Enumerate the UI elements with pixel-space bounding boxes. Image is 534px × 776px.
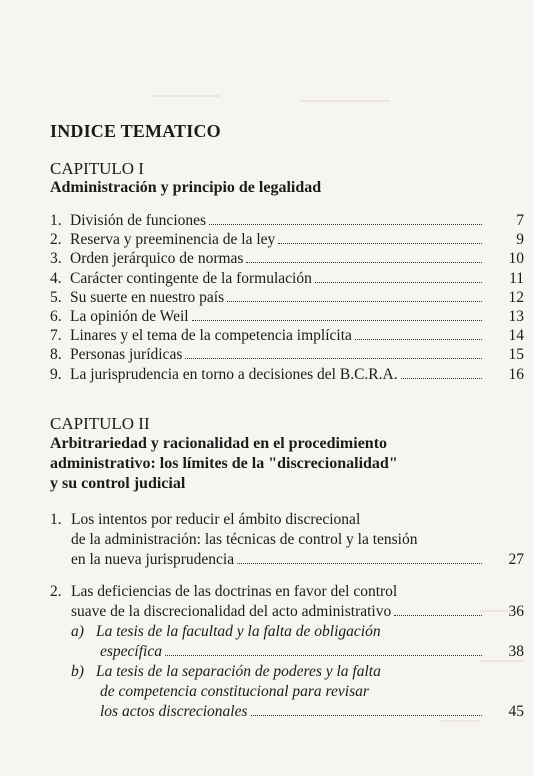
entry-page: 14 [508, 327, 524, 345]
toc-entry[interactable] [50, 346, 524, 365]
dot-leader [185, 358, 482, 359]
chapter2-entry-2[interactable] [50, 582, 524, 722]
toc-entry[interactable] [50, 250, 524, 269]
entry-number: 4. [50, 269, 62, 287]
toc-entry[interactable] [50, 270, 524, 289]
entry-text: La opinión de Weil [70, 307, 189, 325]
entry-page: 45 [508, 703, 524, 720]
entry-page: 38 [508, 643, 524, 660]
entry-text-line: Las deficiencias de las doctrinas en favor del control [71, 583, 398, 600]
subentry-text-line: La tesis de la separación de poderes y la falta [96, 663, 381, 680]
dot-leader [401, 378, 482, 379]
dot-leader [209, 224, 482, 225]
entry-number: 1. [50, 212, 62, 229]
chapter2-title-line: administrativo: los límites de la "discrecionalidad" [50, 455, 398, 472]
subentry-text-line: específica [100, 643, 162, 660]
entry-page: 16 [508, 365, 524, 383]
chapter1-title: Administración y principio de legalidad [50, 179, 322, 196]
toc-entry[interactable] [50, 231, 524, 250]
chapter2-entry-1[interactable] [50, 510, 524, 570]
entry-page: 9 [516, 231, 524, 249]
entry-text: División de funciones [70, 212, 207, 229]
entry-number: 9. [50, 365, 62, 383]
dot-leader [165, 655, 482, 656]
toc-entry[interactable] [50, 212, 524, 231]
entry-page: 13 [508, 307, 524, 325]
toc-entry[interactable] [50, 366, 524, 385]
entry-number: 2. [50, 583, 62, 600]
entry-number: 6. [50, 307, 62, 325]
chapter2-title-line: Arbitrariedad y racionalidad en el procedimiento [50, 435, 388, 452]
subentry-a-cont [50, 642, 524, 662]
chapter2-title-line: y su control judicial [50, 475, 186, 492]
entry-page: 36 [508, 603, 524, 620]
entry-text-line: de la administración: las técnicas de control y la tensión [71, 531, 418, 548]
subentry-text-line: los actos discrecionales [100, 703, 248, 720]
entry-number: 1. [50, 511, 62, 528]
entry-page: 27 [508, 551, 524, 568]
entry-text-line: Los intentos por reducir el ámbito discrecional [71, 511, 361, 528]
chapter2-title [50, 434, 490, 494]
dot-leader [227, 301, 482, 302]
dot-leader [278, 243, 482, 244]
entry-page: 10 [508, 250, 524, 268]
entry-text: La jurisprudencia en torno a decisiones del B.C.R.A. [70, 365, 398, 383]
toc-entry[interactable] [50, 308, 524, 327]
chapter2-label: CAPITULO II [50, 414, 150, 433]
entry-number: 7. [50, 327, 62, 345]
subentry-a[interactable] [50, 622, 524, 642]
entry-text: Carácter contingente de la formulación [70, 269, 312, 287]
entry-page: 11 [509, 269, 524, 287]
show-through-mark [150, 95, 220, 97]
dot-leader [394, 615, 482, 616]
subentry-marker: b) [71, 663, 84, 680]
entry-text: Personas jurídicas [70, 346, 183, 364]
dot-leader [315, 282, 482, 283]
entry-number: 2. [50, 231, 62, 249]
subentry-text-line: de competencia constitucional para revisar [100, 683, 369, 700]
subentry-text-line: La tesis de la facultad y la falta de obligación [96, 623, 381, 640]
entry-page: 7 [516, 212, 524, 229]
subentry-b[interactable] [50, 662, 524, 682]
entry-text-line: suave de la discrecionalidad del acto administrativo [71, 603, 392, 620]
toc-entry[interactable] [50, 289, 524, 308]
entry-text: Su suerte en nuestro país [70, 288, 225, 306]
dot-leader [355, 339, 482, 340]
subentry-marker: a) [71, 623, 84, 640]
dot-leader [251, 715, 482, 716]
entry-page: 15 [508, 346, 524, 364]
dot-leader [246, 262, 482, 263]
entry-text: Linares y el tema de la competencia implícita [70, 327, 352, 345]
entry-number: 3. [50, 250, 62, 268]
entry-text: Reserva y preeminencia de la ley [70, 231, 276, 249]
index-title: INDICE TEMATICO [50, 121, 221, 141]
show-through-mark [300, 100, 390, 102]
entry-text-line: en la nueva jurisprudencia [71, 551, 235, 568]
dot-leader [192, 320, 482, 321]
entry-page: 12 [508, 288, 524, 306]
chapter1-toc [50, 212, 524, 385]
toc-entry[interactable] [50, 327, 524, 346]
entry-number: 5. [50, 288, 62, 306]
chapter1-label: CAPITULO I [50, 159, 144, 178]
dot-leader [237, 563, 482, 564]
entry-text: Orden jerárquico de normas [70, 250, 244, 268]
entry-number: 8. [50, 346, 62, 364]
